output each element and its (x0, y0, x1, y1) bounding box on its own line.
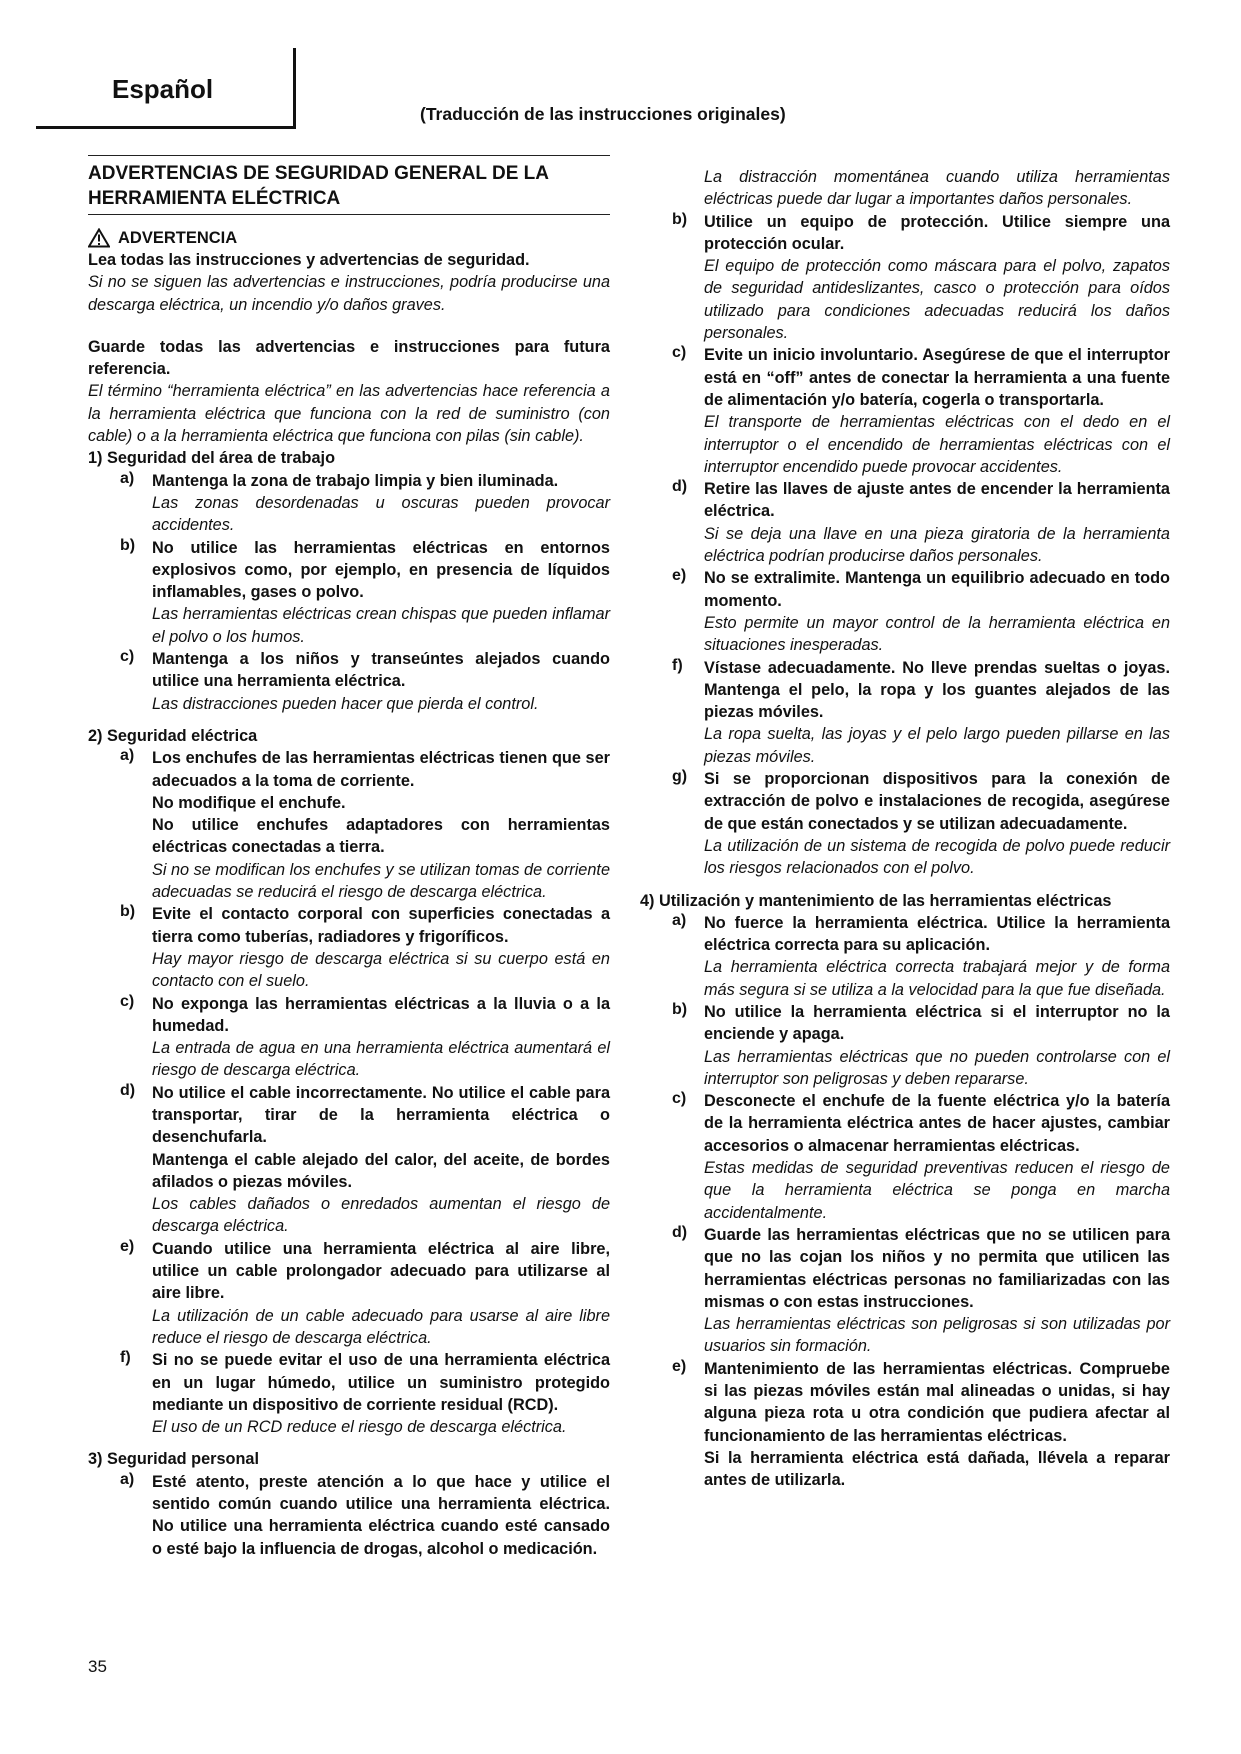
list-item: e) Mantenimiento de las herramientas eléctricas. Compruebe si las piezas móviles están mal alineadas o unidas, si hay alguna pieza rota u otra condición que pudiera afectar al funcionamiento de las herramientas eléctricas. Si la herramienta eléctrica está dañada, llévela a reparar antes de utilizarla. (672, 1357, 1170, 1490)
list-item: d) Retire las llaves de ajuste antes de encender la herramienta eléctrica. Si se deja una llave en una pieza giratoria de la herramienta eléctrica podrían producirse daños personales. (672, 478, 1170, 566)
list-item: b) Evite el contacto corporal con superficies conectadas a tierra como tuberías, radiadores y frigoríficos. Hay mayor riesgo de descarga eléctrica si su cuerpo está en contacto con el suelo. (120, 903, 610, 991)
list-item-continued: La distracción momentánea cuando utiliza herramientas eléctricas puede dar lugar a importantes daños personales. (704, 168, 1170, 209)
list-item: a) No fuerce la herramienta eléctrica. Utilice la herramienta eléctrica correcta para su aplicación. La herramienta eléctrica correcta trabajará mejor y de forma más segura si se utiliza a la velocidad para la que fue diseñada. (672, 911, 1170, 999)
list-item: c) Mantenga a los niños y transeúntes alejados cuando utilice una herramienta eléctrica. Las distracciones pueden hacer que pierda el control. (120, 648, 610, 713)
list-item: d) No utilice el cable incorrectamente. No utilice el cable para transportar, tirar de la herramienta eléctrica o desenchufarla. Mantenga el cable alejado del calor, del aceite, de bordes afilados o piezas móviles. Los cables dañados o enredados aumentan el riesgo de descarga eléctrica. (120, 1081, 610, 1236)
warning-text: Lea todas las instrucciones y advertencias de seguridad. (88, 251, 530, 269)
list-item: g) Si se proporcionan dispositivos para la conexión de extracción de polvo e instalaciones de recogida, asegúrese de que están conectados y se utilizan adecuadamente. La utilización de un sistema de recogida de polvo puede reducir los riesgos relacionados con el polvo. (672, 768, 1170, 878)
list-item: a) Esté atento, preste atención a lo que hace y utilice el sentido común cuando utilice una herramienta eléctrica. No utilice una herramienta eléctrica cuando esté cansado o esté bajo la influencia de drogas, alcohol o medicación. (120, 1470, 610, 1558)
left-column (88, 155, 610, 1560)
language-label: Español (112, 74, 214, 104)
list-item: e) Cuando utilice una herramienta eléctrica al aire libre, utilice un cable prolongador adecuado para utilizarse al aire libre. La utilización de un cable adecuado para usarse al aire libre reduce el riesgo de descarga eléctrica. (120, 1237, 610, 1347)
list-item: b) No utilice las herramientas eléctricas en entornos explosivos como, por ejemplo, en presencia de líquidos inflamables, gases o polvo. Las herramientas eléctricas crean chispas que pueden inflamar el polvo o los humos. (120, 536, 610, 646)
warning-italic: Si no se siguen las advertencias e instrucciones, podría producirse una descarga eléctrica, un incendio y/o daños graves. (88, 273, 610, 314)
language-tab (36, 48, 296, 129)
list-item: c) No exponga las herramientas eléctricas a la lluvia o a la humedad. La entrada de agua en una herramienta eléctrica aumentará el riesgo de descarga eléctrica. (120, 992, 610, 1080)
list-item: b) Utilice un equipo de protección. Utilice siempre una protección ocular. El equipo de protección como máscara para el polvo, zapatos de seguridad antideslizantes, casco o protección para oídos utilizado para condiciones adecuadas reducirá los daños personales. (672, 210, 1170, 343)
translation-subtitle: (Traducción de las instrucciones originales) (420, 104, 786, 124)
list-item: e) No se extralimite. Mantenga un equilibrio adecuado en todo momento. Esto permite un mayor control de la herramienta eléctrica en situaciones inesperadas. (672, 567, 1170, 655)
warning-triangle-icon (88, 228, 110, 248)
section-1-title: 1) Seguridad del área de trabajo (88, 449, 336, 468)
list-item: b) No utilice la herramienta eléctrica si el interruptor no la enciende y apaga. Las herramientas eléctricas que no pueden controlarse con el interruptor son peligrosas y deben repararse. (672, 1000, 1170, 1088)
section-2-title: 2) Seguridad eléctrica (88, 726, 258, 745)
list-item: a) Mantenga la zona de trabajo limpia y bien iluminada. Las zonas desordenadas u oscuras pueden provocar accidentes. (120, 469, 610, 535)
list-item: c) Evite un inicio involuntario. Asegúrese de que el interruptor está en “off” antes de conectar la herramienta a una fuente de alimentación y/o batería, cogerla o transportarla. El transporte de herramientas eléctricas con el dedo en el interruptor o el encendido de herramientas eléctricas con el interruptor encendido puede provocar accidentes. (672, 344, 1170, 476)
list-item: f) Si no se puede evitar el uso de una herramienta eléctrica en un lugar húmedo, utilice un suministro protegido mediante un dispositivo de corriente residual (RCD). El uso de un RCD reduce el riesgo de descarga eléctrica. (120, 1349, 610, 1437)
right-column (640, 166, 1170, 1492)
list-item: f) Vístase adecuadamente. No lleve prendas sueltas o joyas. Mantenga el pelo, la ropa y los guantes alejados de las piezas móviles. La ropa suelta, las joyas y el pelo largo pueden pillarse en las piezas móviles. (672, 656, 1170, 766)
section-4-title: 4) Utilización y mantenimiento de las herramientas eléctricas (640, 891, 1112, 910)
list-item: d) Guarde las herramientas eléctricas que no se utilicen para que no las cojan los niños y no permita que utilicen las herramientas eléctricas personas no familiarizadas con las mismas o con estas instrucciones. Las herramientas eléctricas son peligrosas si son utilizadas por usuarios sin formación. (672, 1223, 1170, 1356)
page-title: ADVERTENCIAS DE SEGURIDAD GENERAL DE LA HERRAMIENTA ELÉCTRICA (88, 155, 610, 215)
page-number: 35 (88, 1657, 107, 1676)
warning-label: ADVERTENCIA (118, 229, 238, 247)
save-instructions: Guarde todas las advertencias e instrucciones para futura referencia. (88, 337, 610, 379)
list-item: a) Los enchufes de las herramientas eléctricas tienen que ser adecuados a la toma de corriente. No modifique el enchufe. No utilice enchufes adaptadores con herramientas eléctricas conectadas a tierra. Si no se modifican los enchufes y se utilizan tomas de corriente adecuadas se reducirá el riesgo de descarga eléctrica. (120, 747, 610, 902)
warning-heading (88, 227, 610, 249)
term-definition: El término “herramienta eléctrica” en las advertencias hace referencia a la herramienta eléctrica que funciona con la red de suministro (con cable) o a la herramienta eléctrica que funciona con pilas (sin cable). (88, 382, 610, 446)
list-item: c) Desconecte el enchufe de la fuente eléctrica y/o la batería de la herramienta eléctrica antes de hacer ajustes, cambiar accesorios o almacenar herramientas eléctricas. Estas medidas de seguridad preventivas reducen el riesgo de que la herramienta eléctrica se ponga en marcha accidentalmente. (672, 1090, 1170, 1222)
section-3-title: 3) Seguridad personal (88, 1450, 259, 1469)
